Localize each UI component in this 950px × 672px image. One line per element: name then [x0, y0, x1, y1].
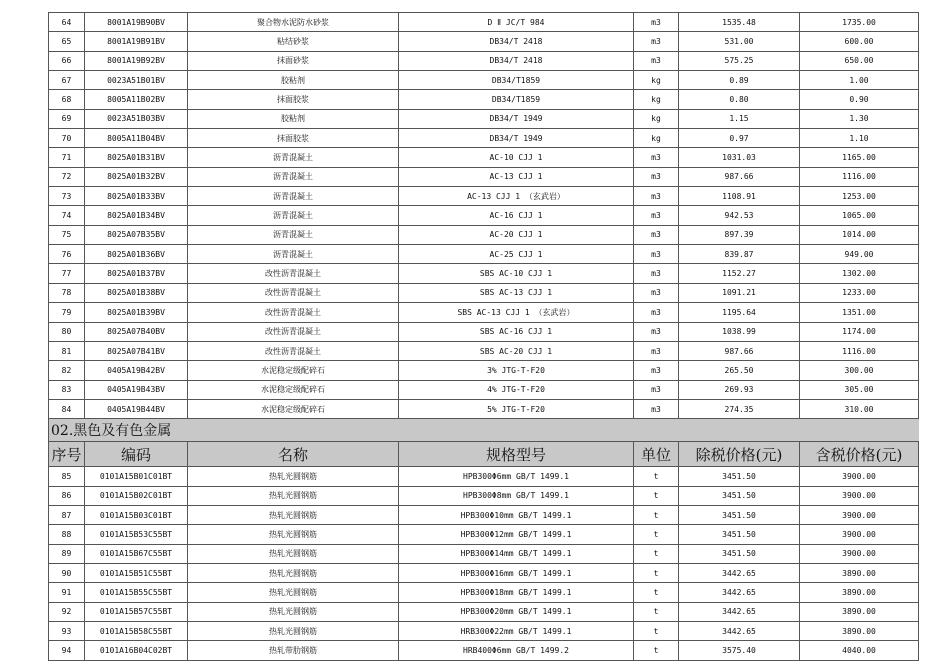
- cell-price-incl-tax: 1351.00: [800, 303, 919, 322]
- cell-price-incl-tax: 1233.00: [800, 283, 919, 302]
- cell-price-excl-tax: 3442.65: [679, 621, 800, 640]
- cell-price-excl-tax: 987.66: [679, 341, 800, 360]
- cell-price-excl-tax: 269.93: [679, 380, 800, 399]
- cell-code: 8025A01B38BV: [85, 283, 188, 302]
- cell-name: 热轧光圆钢筋: [188, 467, 399, 486]
- cell-name: 胶粘剂: [188, 109, 399, 128]
- cell-index: 68: [49, 90, 85, 109]
- table-row: [49, 109, 919, 128]
- table-row: [49, 148, 919, 167]
- cell-index: 78: [49, 283, 85, 302]
- table-row: [49, 467, 919, 486]
- cell-unit: t: [634, 621, 679, 640]
- cell-name: 改性沥青混凝土: [188, 303, 399, 322]
- cell-index: 84: [49, 399, 85, 418]
- cell-unit: t: [634, 467, 679, 486]
- cell-code: 0101A15B01C01BT: [85, 467, 188, 486]
- table-row: [49, 544, 919, 563]
- cell-index: 92: [49, 602, 85, 621]
- cell-unit: kg: [634, 90, 679, 109]
- header-code: 编码: [85, 442, 188, 467]
- cell-price-excl-tax: 3451.50: [679, 505, 800, 524]
- table-row: [49, 621, 919, 640]
- cell-price-excl-tax: 531.00: [679, 32, 800, 51]
- cell-spec: HPB300Φ16mm GB/T 1499.1: [399, 563, 634, 582]
- cell-unit: m3: [634, 303, 679, 322]
- table-row: [49, 264, 919, 283]
- table-row: [49, 641, 919, 660]
- table-row: [49, 13, 919, 32]
- cell-name: 热轧光圆钢筋: [188, 583, 399, 602]
- table-body-section-01: [49, 13, 919, 419]
- cell-price-excl-tax: 3442.65: [679, 583, 800, 602]
- cell-name: 水泥稳定级配碎石: [188, 380, 399, 399]
- cell-spec: AC-13 CJJ 1: [399, 167, 634, 186]
- cell-name: 改性沥青混凝土: [188, 264, 399, 283]
- cell-index: 91: [49, 583, 85, 602]
- cell-code: 0101A15B03C01BT: [85, 505, 188, 524]
- table-row: [49, 245, 919, 264]
- cell-name: 沥青混凝土: [188, 167, 399, 186]
- cell-code: 8005A11B04BV: [85, 129, 188, 148]
- cell-code: 8025A01B37BV: [85, 264, 188, 283]
- cell-spec: HPB300Φ8mm GB/T 1499.1: [399, 486, 634, 505]
- cell-name: 抹面胶浆: [188, 90, 399, 109]
- table-row: [49, 167, 919, 186]
- cell-spec: HPB300Φ12mm GB/T 1499.1: [399, 525, 634, 544]
- cell-price-incl-tax: 1253.00: [800, 187, 919, 206]
- cell-code: 8001A19B90BV: [85, 13, 188, 32]
- cell-index: 65: [49, 32, 85, 51]
- cell-price-incl-tax: 1165.00: [800, 148, 919, 167]
- cell-price-incl-tax: 1116.00: [800, 167, 919, 186]
- cell-index: 93: [49, 621, 85, 640]
- table-row: [49, 322, 919, 341]
- cell-unit: t: [634, 583, 679, 602]
- cell-spec: HPB300Φ6mm GB/T 1499.1: [399, 467, 634, 486]
- cell-index: 76: [49, 245, 85, 264]
- cell-name: 沥青混凝土: [188, 245, 399, 264]
- cell-spec: SBS AC-16 CJJ 1: [399, 322, 634, 341]
- cell-name: 粘结砂浆: [188, 32, 399, 51]
- cell-unit: m3: [634, 341, 679, 360]
- cell-code: 0023A51B03BV: [85, 109, 188, 128]
- cell-spec: AC-20 CJJ 1: [399, 225, 634, 244]
- cell-index: 69: [49, 109, 85, 128]
- cell-spec: SBS AC-13 CJJ 1: [399, 283, 634, 302]
- cell-price-incl-tax: 1116.00: [800, 341, 919, 360]
- cell-code: 0101A15B57C55BT: [85, 602, 188, 621]
- cell-spec: 3% JTG-T-F20: [399, 361, 634, 380]
- cell-unit: t: [634, 505, 679, 524]
- table-row: [49, 206, 919, 225]
- cell-price-excl-tax: 3575.40: [679, 641, 800, 660]
- cell-spec: HPB300Φ14mm GB/T 1499.1: [399, 544, 634, 563]
- cell-price-incl-tax: 3890.00: [800, 602, 919, 621]
- cell-price-excl-tax: 1.15: [679, 109, 800, 128]
- cell-price-incl-tax: 300.00: [800, 361, 919, 380]
- cell-price-excl-tax: 1108.91: [679, 187, 800, 206]
- cell-spec: DB34/T1859: [399, 90, 634, 109]
- cell-price-incl-tax: 1.30: [800, 109, 919, 128]
- table-row: [49, 525, 919, 544]
- cell-index: 82: [49, 361, 85, 380]
- cell-name: 改性沥青混凝土: [188, 322, 399, 341]
- cell-spec: SBS AC-20 CJJ 1: [399, 341, 634, 360]
- cell-unit: m3: [634, 187, 679, 206]
- cell-index: 73: [49, 187, 85, 206]
- cell-spec: HRB300Φ22mm GB/T 1499.1: [399, 621, 634, 640]
- cell-index: 85: [49, 467, 85, 486]
- cell-price-incl-tax: 3900.00: [800, 467, 919, 486]
- cell-price-incl-tax: 3890.00: [800, 563, 919, 582]
- cell-spec: DB34/T 1949: [399, 109, 634, 128]
- cell-spec: AC-13 CJJ 1 （玄武岩）: [399, 187, 634, 206]
- cell-index: 72: [49, 167, 85, 186]
- table-row: [49, 283, 919, 302]
- cell-code: 8025A01B36BV: [85, 245, 188, 264]
- cell-code: 8025A07B41BV: [85, 341, 188, 360]
- cell-price-excl-tax: 1535.48: [679, 13, 800, 32]
- cell-code: 0101A15B02C01BT: [85, 486, 188, 505]
- cell-index: 71: [49, 148, 85, 167]
- cell-price-excl-tax: 3442.65: [679, 602, 800, 621]
- table-row: [49, 399, 919, 418]
- cell-price-excl-tax: 3451.50: [679, 467, 800, 486]
- cell-index: 64: [49, 13, 85, 32]
- header-unit: 单位: [634, 442, 679, 467]
- cell-price-incl-tax: 0.90: [800, 90, 919, 109]
- table-row: [49, 32, 919, 51]
- header-spec: 规格型号: [399, 442, 634, 467]
- cell-price-incl-tax: 3900.00: [800, 525, 919, 544]
- cell-spec: HRB400Φ6mm GB/T 1499.2: [399, 641, 634, 660]
- cell-spec: HPB300Φ10mm GB/T 1499.1: [399, 505, 634, 524]
- cell-code: 0101A15B67C55BT: [85, 544, 188, 563]
- table-row: [49, 129, 919, 148]
- cell-code: 0101A15B58C55BT: [85, 621, 188, 640]
- cell-name: 热轧光圆钢筋: [188, 486, 399, 505]
- cell-price-incl-tax: 3900.00: [800, 505, 919, 524]
- cell-spec: 4% JTG-T-F20: [399, 380, 634, 399]
- header-index: 序号: [49, 442, 85, 467]
- cell-name: 热轧带肋钢筋: [188, 641, 399, 660]
- cell-name: 热轧光圆钢筋: [188, 525, 399, 544]
- cell-code: 8005A11B02BV: [85, 90, 188, 109]
- cell-code: 0405A19B44BV: [85, 399, 188, 418]
- cell-code: 0405A19B43BV: [85, 380, 188, 399]
- cell-unit: t: [634, 486, 679, 505]
- cell-code: 8025A07B35BV: [85, 225, 188, 244]
- section-title-row: [49, 419, 919, 442]
- cell-index: 66: [49, 51, 85, 70]
- cell-code: 8025A01B39BV: [85, 303, 188, 322]
- cell-price-incl-tax: 600.00: [800, 32, 919, 51]
- cell-code: 8025A01B34BV: [85, 206, 188, 225]
- cell-name: 沥青混凝土: [188, 148, 399, 167]
- cell-unit: m3: [634, 32, 679, 51]
- cell-spec: DB34/T 2418: [399, 32, 634, 51]
- cell-price-incl-tax: 650.00: [800, 51, 919, 70]
- cell-price-incl-tax: 1735.00: [800, 13, 919, 32]
- cell-unit: m3: [634, 13, 679, 32]
- cell-unit: m3: [634, 283, 679, 302]
- cell-name: 热轧光圆钢筋: [188, 563, 399, 582]
- cell-code: 8025A01B32BV: [85, 167, 188, 186]
- cell-name: 胶粘剂: [188, 71, 399, 90]
- cell-price-excl-tax: 1031.03: [679, 148, 800, 167]
- cell-price-excl-tax: 897.39: [679, 225, 800, 244]
- cell-price-excl-tax: 0.89: [679, 71, 800, 90]
- cell-code: 0101A15B51C55BT: [85, 563, 188, 582]
- table-row: [49, 563, 919, 582]
- cell-index: 77: [49, 264, 85, 283]
- cell-code: 8025A07B40BV: [85, 322, 188, 341]
- cell-spec: 5% JTG-T-F20: [399, 399, 634, 418]
- cell-unit: m3: [634, 245, 679, 264]
- cell-price-excl-tax: 265.50: [679, 361, 800, 380]
- cell-spec: DB34/T 2418: [399, 51, 634, 70]
- cell-unit: m3: [634, 264, 679, 283]
- cell-name: 改性沥青混凝土: [188, 283, 399, 302]
- cell-name: 聚合物水泥防水砂浆: [188, 13, 399, 32]
- cell-price-excl-tax: 1038.99: [679, 322, 800, 341]
- cell-name: 热轧光圆钢筋: [188, 505, 399, 524]
- cell-index: 89: [49, 544, 85, 563]
- cell-spec: AC-16 CJJ 1: [399, 206, 634, 225]
- cell-code: 0101A15B53C55BT: [85, 525, 188, 544]
- cell-price-incl-tax: 4040.00: [800, 641, 919, 660]
- cell-price-excl-tax: 987.66: [679, 167, 800, 186]
- cell-spec: DB34/T 1949: [399, 129, 634, 148]
- cell-spec: SBS AC-10 CJJ 1: [399, 264, 634, 283]
- table-row: [49, 341, 919, 360]
- cell-spec: HPB300Φ18mm GB/T 1499.1: [399, 583, 634, 602]
- cell-unit: m3: [634, 380, 679, 399]
- cell-spec: D Ⅱ JC/T 984: [399, 13, 634, 32]
- cell-code: 0101A15B55C55BT: [85, 583, 188, 602]
- cell-unit: m3: [634, 206, 679, 225]
- table-row: [49, 505, 919, 524]
- cell-price-excl-tax: 3451.50: [679, 525, 800, 544]
- cell-name: 抹面砂浆: [188, 51, 399, 70]
- table-row: [49, 380, 919, 399]
- cell-index: 79: [49, 303, 85, 322]
- cell-price-excl-tax: 3451.50: [679, 486, 800, 505]
- cell-name: 改性沥青混凝土: [188, 341, 399, 360]
- cell-unit: t: [634, 563, 679, 582]
- cell-unit: t: [634, 641, 679, 660]
- cell-index: 94: [49, 641, 85, 660]
- cell-price-incl-tax: 3900.00: [800, 544, 919, 563]
- cell-price-excl-tax: 575.25: [679, 51, 800, 70]
- cell-unit: m3: [634, 399, 679, 418]
- cell-spec: AC-10 CJJ 1: [399, 148, 634, 167]
- table-row: [49, 361, 919, 380]
- cell-unit: kg: [634, 129, 679, 148]
- cell-code: 0101A16B04C02BT: [85, 641, 188, 660]
- header-price-incl-tax: 含税价格(元): [800, 442, 919, 467]
- cell-unit: m3: [634, 322, 679, 341]
- cell-unit: m3: [634, 51, 679, 70]
- cell-code: 0023A51B01BV: [85, 71, 188, 90]
- cell-price-excl-tax: 0.80: [679, 90, 800, 109]
- cell-name: 水泥稳定级配碎石: [188, 399, 399, 418]
- cell-index: 87: [49, 505, 85, 524]
- cell-unit: t: [634, 602, 679, 621]
- section-title: 02.黑色及有色金属: [49, 419, 919, 442]
- cell-code: 8025A01B33BV: [85, 187, 188, 206]
- cell-price-incl-tax: 3900.00: [800, 486, 919, 505]
- table-body-section-02: [49, 467, 919, 660]
- cell-spec: DB34/T1859: [399, 71, 634, 90]
- cell-index: 86: [49, 486, 85, 505]
- table-row: [49, 71, 919, 90]
- cell-name: 热轧光圆钢筋: [188, 544, 399, 563]
- cell-index: 67: [49, 71, 85, 90]
- table-header-row: [49, 442, 919, 467]
- cell-unit: m3: [634, 361, 679, 380]
- cell-price-excl-tax: 839.87: [679, 245, 800, 264]
- cell-price-incl-tax: 1174.00: [800, 322, 919, 341]
- cell-price-excl-tax: 1152.27: [679, 264, 800, 283]
- cell-name: 热轧光圆钢筋: [188, 602, 399, 621]
- cell-unit: kg: [634, 109, 679, 128]
- cell-name: 水泥稳定级配碎石: [188, 361, 399, 380]
- cell-price-incl-tax: 1302.00: [800, 264, 919, 283]
- cell-unit: kg: [634, 71, 679, 90]
- cell-name: 热轧光圆钢筋: [188, 621, 399, 640]
- cell-unit: m3: [634, 225, 679, 244]
- cell-price-excl-tax: 3451.50: [679, 544, 800, 563]
- cell-price-incl-tax: 1.00: [800, 71, 919, 90]
- cell-index: 75: [49, 225, 85, 244]
- cell-price-incl-tax: 3890.00: [800, 583, 919, 602]
- cell-price-excl-tax: 3442.65: [679, 563, 800, 582]
- cell-unit: m3: [634, 167, 679, 186]
- header-name: 名称: [188, 442, 399, 467]
- cell-price-incl-tax: 1014.00: [800, 225, 919, 244]
- cell-code: 8001A19B91BV: [85, 32, 188, 51]
- cell-price-excl-tax: 942.53: [679, 206, 800, 225]
- cell-spec: SBS AC-13 CJJ 1 （玄武岩）: [399, 303, 634, 322]
- table-row: [49, 303, 919, 322]
- cell-code: 0405A19B42BV: [85, 361, 188, 380]
- cell-price-incl-tax: 3890.00: [800, 621, 919, 640]
- cell-index: 80: [49, 322, 85, 341]
- cell-index: 74: [49, 206, 85, 225]
- cell-code: 8001A19B92BV: [85, 51, 188, 70]
- cell-index: 83: [49, 380, 85, 399]
- table-row: [49, 486, 919, 505]
- cell-unit: m3: [634, 148, 679, 167]
- cell-index: 88: [49, 525, 85, 544]
- table-row: [49, 90, 919, 109]
- cell-price-excl-tax: 1091.21: [679, 283, 800, 302]
- cell-spec: HPB300Φ20mm GB/T 1499.1: [399, 602, 634, 621]
- table-row: [49, 583, 919, 602]
- table-row: [49, 225, 919, 244]
- cell-price-incl-tax: 1065.00: [800, 206, 919, 225]
- cell-price-excl-tax: 274.35: [679, 399, 800, 418]
- table-row: [49, 187, 919, 206]
- cell-index: 70: [49, 129, 85, 148]
- header-price-excl-tax: 除税价格(元): [679, 442, 800, 467]
- cell-price-incl-tax: 1.10: [800, 129, 919, 148]
- cell-price-excl-tax: 1195.64: [679, 303, 800, 322]
- cell-unit: t: [634, 525, 679, 544]
- cell-spec: AC-25 CJJ 1: [399, 245, 634, 264]
- cell-price-incl-tax: 949.00: [800, 245, 919, 264]
- cell-index: 81: [49, 341, 85, 360]
- cell-price-incl-tax: 310.00: [800, 399, 919, 418]
- table-row: [49, 51, 919, 70]
- cell-name: 沥青混凝土: [188, 187, 399, 206]
- cell-price-excl-tax: 0.97: [679, 129, 800, 148]
- cell-unit: t: [634, 544, 679, 563]
- cell-name: 抹面胶浆: [188, 129, 399, 148]
- cell-name: 沥青混凝土: [188, 206, 399, 225]
- cell-price-incl-tax: 305.00: [800, 380, 919, 399]
- cell-name: 沥青混凝土: [188, 225, 399, 244]
- price-table: [48, 12, 919, 661]
- cell-index: 90: [49, 563, 85, 582]
- cell-code: 8025A01B31BV: [85, 148, 188, 167]
- table-row: [49, 602, 919, 621]
